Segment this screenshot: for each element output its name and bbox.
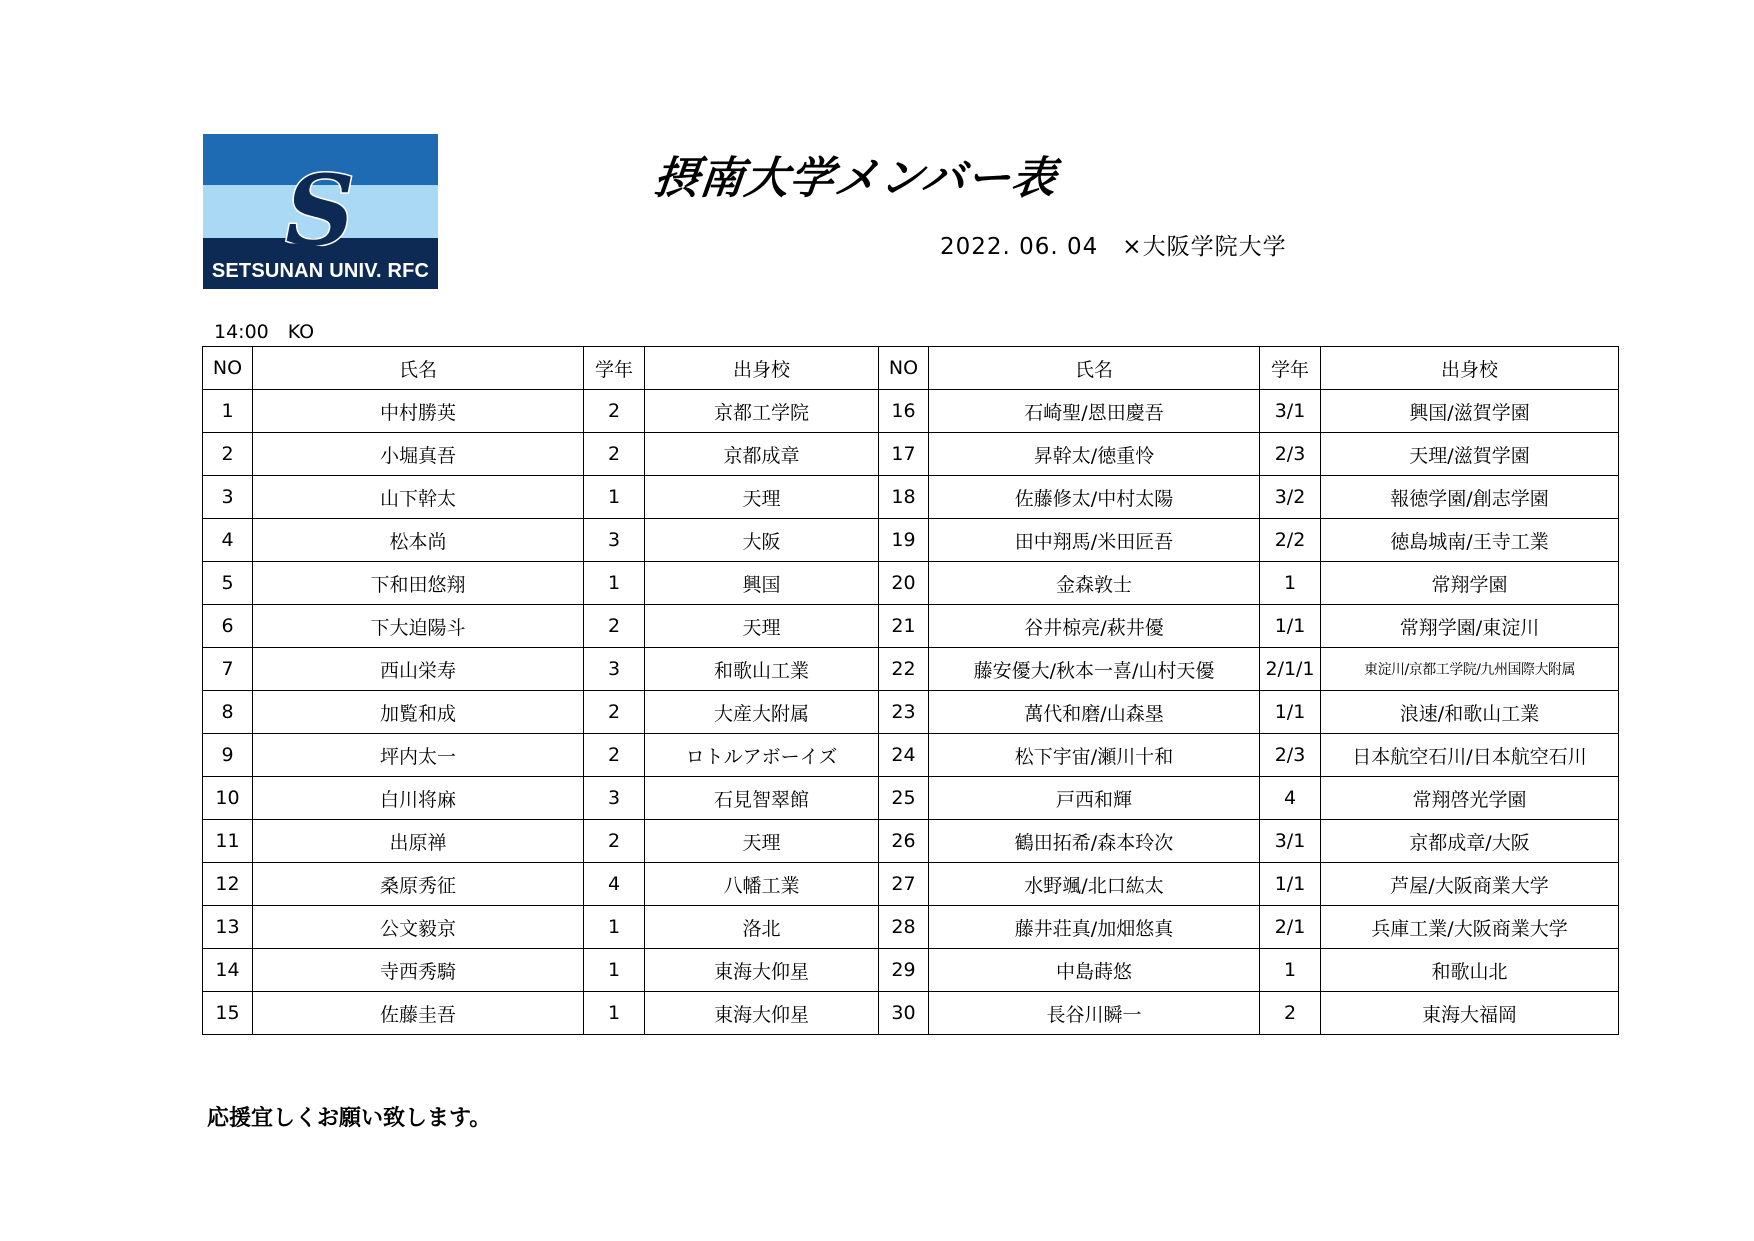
- header-grade: 学年: [584, 347, 645, 390]
- player-school: 東淀川/京都工学院/九州国際大附属: [1321, 648, 1619, 691]
- player-name: 戸西和輝: [929, 777, 1260, 820]
- player-name: 中島蒔悠: [929, 949, 1260, 992]
- player-grade: 2/2: [1260, 519, 1321, 562]
- player-grade: 4: [1260, 777, 1321, 820]
- player-no: 21: [879, 605, 929, 648]
- player-grade: 2: [584, 390, 645, 433]
- player-grade: 2: [584, 820, 645, 863]
- player-grade: 1: [584, 949, 645, 992]
- player-school: 大阪: [645, 519, 879, 562]
- table-row: [203, 820, 1619, 863]
- player-name: 白川将麻: [253, 777, 584, 820]
- player-grade: 1/1: [1260, 691, 1321, 734]
- player-name: 谷井椋亮/萩井優: [929, 605, 1260, 648]
- player-school: 和歌山北: [1321, 949, 1619, 992]
- player-school: 常翔学園/東淀川: [1321, 605, 1619, 648]
- table-row: [203, 906, 1619, 949]
- player-school: 京都成章/大阪: [1321, 820, 1619, 863]
- player-name: 田中翔馬/米田匠吾: [929, 519, 1260, 562]
- table-header-row: [203, 347, 1619, 390]
- player-school: 天理: [645, 476, 879, 519]
- player-grade: 1: [584, 992, 645, 1035]
- player-grade: 3/1: [1260, 820, 1321, 863]
- player-school: ロトルアボーイズ: [645, 734, 879, 777]
- player-grade: 1: [584, 562, 645, 605]
- table-row: [203, 476, 1619, 519]
- player-school: 興国: [645, 562, 879, 605]
- player-name: 佐藤修太/中村太陽: [929, 476, 1260, 519]
- player-name: 藤井荘真/加畑悠真: [929, 906, 1260, 949]
- table-row: [203, 949, 1619, 992]
- player-no: 11: [203, 820, 253, 863]
- player-grade: 2: [1260, 992, 1321, 1035]
- player-no: 14: [203, 949, 253, 992]
- table-row: [203, 734, 1619, 777]
- player-school: 東海大福岡: [1321, 992, 1619, 1035]
- table-row: [203, 863, 1619, 906]
- player-school: 常翔学園: [1321, 562, 1619, 605]
- match-info: 2022. 06. 04 ×大阪学院大学: [940, 234, 1287, 260]
- player-school: 徳島城南/王寺工業: [1321, 519, 1619, 562]
- table-row: [203, 519, 1619, 562]
- player-school: 石見智翠館: [645, 777, 879, 820]
- player-name: 小堀真吾: [253, 433, 584, 476]
- s-monogram-icon: [265, 164, 375, 256]
- player-school: 京都工学院: [645, 390, 879, 433]
- header-grade: 学年: [1260, 347, 1321, 390]
- table-row: [203, 433, 1619, 476]
- player-grade: 2/1: [1260, 906, 1321, 949]
- player-name: 出原禅: [253, 820, 584, 863]
- player-no: 9: [203, 734, 253, 777]
- player-no: 13: [203, 906, 253, 949]
- player-name: 加覧和成: [253, 691, 584, 734]
- player-grade: 2/3: [1260, 433, 1321, 476]
- player-no: 3: [203, 476, 253, 519]
- player-no: 24: [879, 734, 929, 777]
- player-grade: 2: [584, 734, 645, 777]
- player-grade: 1: [584, 906, 645, 949]
- player-grade: 1/1: [1260, 863, 1321, 906]
- player-name: 中村勝英: [253, 390, 584, 433]
- player-grade: 1/1: [1260, 605, 1321, 648]
- player-name: 松本尚: [253, 519, 584, 562]
- player-school: 京都成章: [645, 433, 879, 476]
- header-school: 出身校: [645, 347, 879, 390]
- player-no: 15: [203, 992, 253, 1035]
- player-school: 洛北: [645, 906, 879, 949]
- player-no: 17: [879, 433, 929, 476]
- player-no: 22: [879, 648, 929, 691]
- player-school: 常翔啓光学園: [1321, 777, 1619, 820]
- player-grade: 3: [584, 648, 645, 691]
- player-school: 芦屋/大阪商業大学: [1321, 863, 1619, 906]
- player-school: 浪速/和歌山工業: [1321, 691, 1619, 734]
- table-row: [203, 605, 1619, 648]
- player-name: 萬代和磨/山森塁: [929, 691, 1260, 734]
- header-no: NO: [879, 347, 929, 390]
- player-name: 松下宇宙/瀬川十和: [929, 734, 1260, 777]
- player-no: 4: [203, 519, 253, 562]
- player-name: 長谷川瞬一: [929, 992, 1260, 1035]
- logo-text: SETSUNAN UNIV. RFC: [211, 260, 430, 282]
- player-no: 8: [203, 691, 253, 734]
- player-grade: 3/1: [1260, 390, 1321, 433]
- player-school: 兵庫工業/大阪商業大学: [1321, 906, 1619, 949]
- roster-table: [202, 346, 1619, 1035]
- player-school: 天理: [645, 820, 879, 863]
- player-name: 石崎聖/恩田慶吾: [929, 390, 1260, 433]
- closing-message: 応援宜しくお願い致します。: [207, 1106, 492, 1131]
- player-school: 日本航空石川/日本航空石川: [1321, 734, 1619, 777]
- player-grade: 1: [1260, 949, 1321, 992]
- player-no: 23: [879, 691, 929, 734]
- player-name: 水野颯/北口紘太: [929, 863, 1260, 906]
- header-no: NO: [203, 347, 253, 390]
- player-grade: 1: [584, 476, 645, 519]
- player-no: 10: [203, 777, 253, 820]
- player-no: 28: [879, 906, 929, 949]
- player-name: 佐藤圭吾: [253, 992, 584, 1035]
- player-no: 1: [203, 390, 253, 433]
- player-grade: 2/1/1: [1260, 648, 1321, 691]
- player-school: 天理/滋賀学園: [1321, 433, 1619, 476]
- table-row: [203, 648, 1619, 691]
- player-no: 27: [879, 863, 929, 906]
- player-school: 八幡工業: [645, 863, 879, 906]
- team-logo: [203, 134, 438, 289]
- player-school: 東海大仰星: [645, 949, 879, 992]
- player-no: 2: [203, 433, 253, 476]
- table-row: [203, 777, 1619, 820]
- player-no: 18: [879, 476, 929, 519]
- player-grade: 3: [584, 519, 645, 562]
- player-no: 20: [879, 562, 929, 605]
- player-grade: 2: [584, 433, 645, 476]
- player-grade: 2: [584, 691, 645, 734]
- table-row: [203, 992, 1619, 1035]
- player-grade: 2/3: [1260, 734, 1321, 777]
- player-name: 公文毅京: [253, 906, 584, 949]
- player-no: 16: [879, 390, 929, 433]
- player-name: 昇幹太/徳重怜: [929, 433, 1260, 476]
- player-no: 19: [879, 519, 929, 562]
- svg-text:S: S: [285, 164, 355, 256]
- player-grade: 4: [584, 863, 645, 906]
- player-name: 寺西秀騎: [253, 949, 584, 992]
- player-name: 鶴田拓希/森本玲次: [929, 820, 1260, 863]
- player-school: 東海大仰星: [645, 992, 879, 1035]
- header-name: 氏名: [253, 347, 584, 390]
- table-row: [203, 390, 1619, 433]
- player-name: 坪内太一: [253, 734, 584, 777]
- player-school: 報徳学園/創志学園: [1321, 476, 1619, 519]
- player-grade: 2: [584, 605, 645, 648]
- player-no: 12: [203, 863, 253, 906]
- player-name: 藤安優大/秋本一喜/山村天優: [929, 648, 1260, 691]
- kickoff-time: 14:00 KO: [214, 321, 315, 343]
- player-no: 25: [879, 777, 929, 820]
- player-no: 5: [203, 562, 253, 605]
- table-row: [203, 562, 1619, 605]
- player-name: 西山栄寿: [253, 648, 584, 691]
- table-row: [203, 691, 1619, 734]
- page-title: 摂南大学メンバー表: [651, 153, 1060, 204]
- player-school: 和歌山工業: [645, 648, 879, 691]
- player-name: 金森敦士: [929, 562, 1260, 605]
- player-school: 大産大附属: [645, 691, 879, 734]
- player-name: 桑原秀征: [253, 863, 584, 906]
- player-grade: 1: [1260, 562, 1321, 605]
- player-name: 下大迫陽斗: [253, 605, 584, 648]
- player-no: 30: [879, 992, 929, 1035]
- player-no: 7: [203, 648, 253, 691]
- player-school: 興国/滋賀学園: [1321, 390, 1619, 433]
- header-school: 出身校: [1321, 347, 1619, 390]
- player-name: 下和田悠翔: [253, 562, 584, 605]
- player-no: 29: [879, 949, 929, 992]
- player-school: 天理: [645, 605, 879, 648]
- player-no: 26: [879, 820, 929, 863]
- player-grade: 3: [584, 777, 645, 820]
- player-name: 山下幹太: [253, 476, 584, 519]
- header-name: 氏名: [929, 347, 1260, 390]
- player-grade: 3/2: [1260, 476, 1321, 519]
- player-no: 6: [203, 605, 253, 648]
